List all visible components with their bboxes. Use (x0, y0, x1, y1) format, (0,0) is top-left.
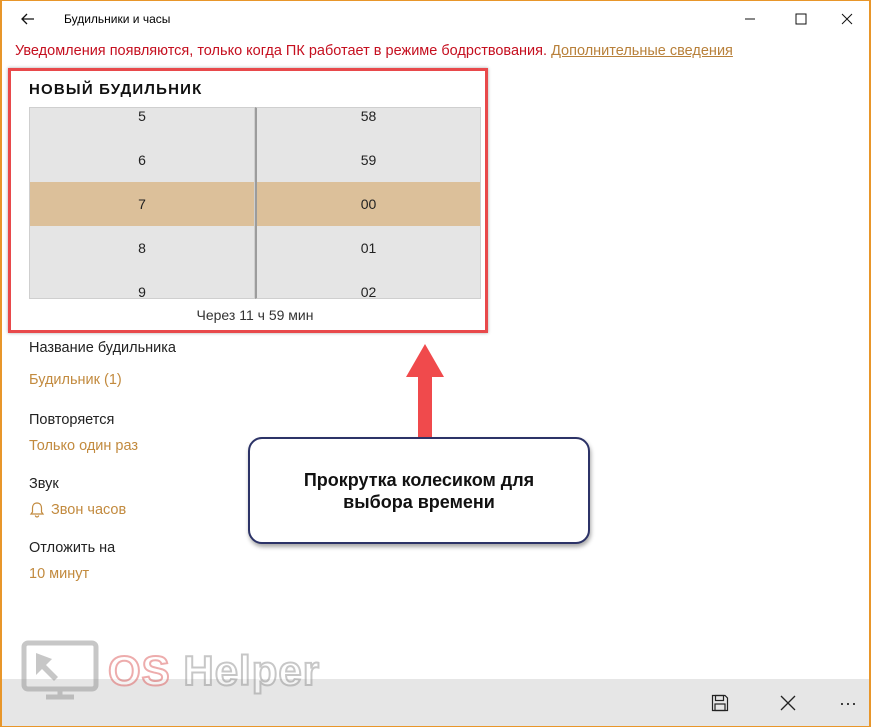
save-icon (711, 694, 729, 712)
close-icon (841, 13, 853, 25)
bell-icon (29, 501, 45, 518)
more-options-button[interactable]: ··· (839, 692, 857, 713)
annotation-callout (248, 437, 590, 544)
notice-text: Уведомления появляются, только когда ПК работает в режиме бодрствования. (15, 43, 548, 59)
snooze-selector[interactable]: 10 минут (29, 566, 90, 582)
repeat-selector[interactable]: Только один раз (29, 438, 139, 454)
watermark-brand: OS Helper (108, 647, 321, 694)
watermark-logo (20, 639, 330, 701)
close-window-button[interactable] (824, 5, 870, 33)
minute-item-selected[interactable]: 00 (257, 182, 480, 226)
hour-item-selected[interactable]: 7 (30, 182, 254, 226)
countdown-text: Через 11 ч 59 мин (196, 307, 314, 323)
more-info-link[interactable]: Дополнительные сведения (551, 43, 733, 59)
minute-item[interactable]: 02 (360, 284, 377, 299)
monitor-cursor-icon (20, 639, 100, 701)
sound-label: Звук (29, 476, 59, 492)
title-bar (2, 1, 869, 37)
repeat-label: Повторяется (29, 412, 115, 428)
hour-item[interactable]: 5 (138, 108, 146, 124)
wake-notice (15, 43, 733, 59)
alarm-name-label: Название будильника (29, 340, 176, 356)
hour-item[interactable]: 9 (138, 284, 146, 299)
maximize-button[interactable] (778, 5, 824, 33)
discard-button[interactable] (768, 689, 808, 717)
alarm-name-field[interactable]: Будильник (1) (29, 372, 122, 388)
sound-value: Звон часов (51, 501, 127, 518)
app-title: Будильники и часы (64, 12, 171, 26)
hours-wheel[interactable] (29, 107, 255, 299)
snooze-label: Отложить на (29, 540, 116, 556)
sound-selector[interactable] (29, 501, 126, 518)
hour-item[interactable]: 6 (138, 152, 146, 168)
minute-item[interactable]: 59 (360, 152, 377, 168)
close-icon (780, 695, 796, 711)
minimize-button[interactable] (727, 5, 773, 33)
callout-text: Прокрутка колесиком для выбора времени (303, 469, 535, 512)
back-button[interactable] (14, 7, 42, 31)
arrow-left-icon (21, 13, 35, 25)
minutes-wheel[interactable] (255, 107, 481, 299)
minimize-icon (744, 13, 756, 25)
hour-item[interactable]: 8 (138, 240, 146, 256)
picker-title: НОВЫЙ БУДИЛЬНИК (29, 81, 203, 98)
minute-item[interactable]: 01 (360, 240, 377, 256)
save-button[interactable] (700, 689, 740, 717)
maximize-icon (795, 13, 807, 25)
minute-item[interactable]: 58 (360, 108, 377, 124)
arrow-up-icon (405, 343, 445, 439)
